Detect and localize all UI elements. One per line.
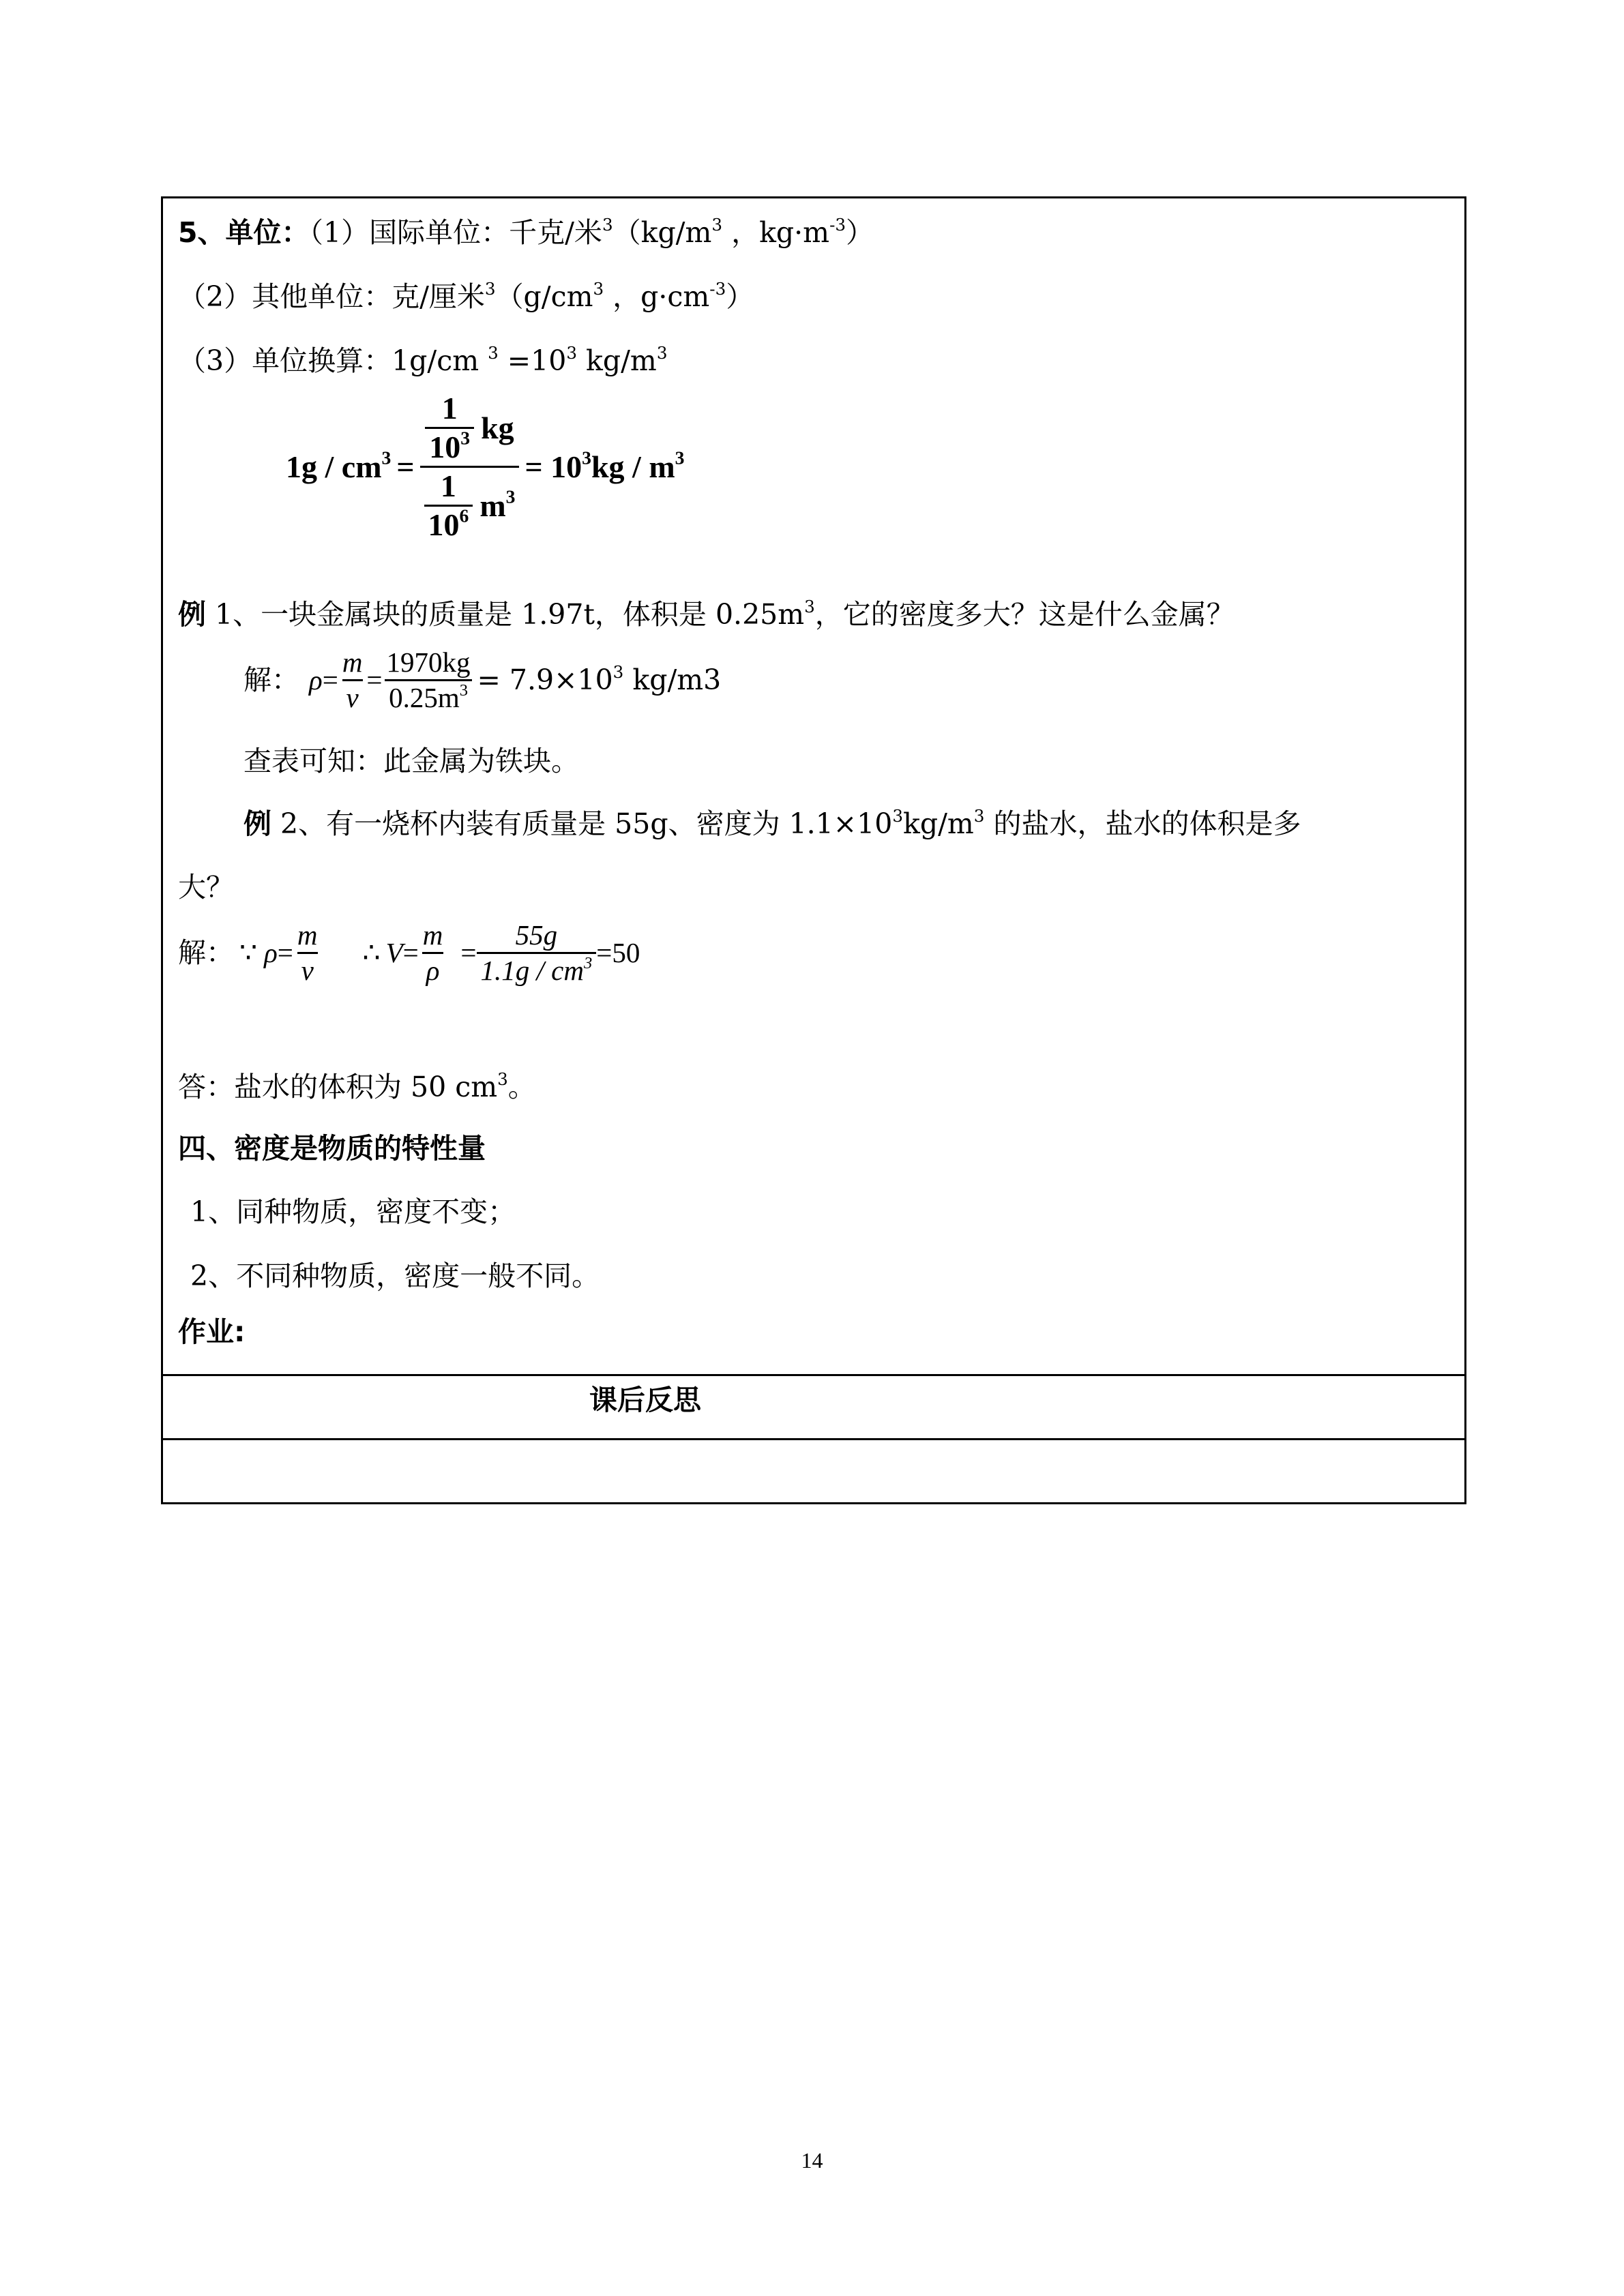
homework-label: 作业: bbox=[178, 1315, 246, 1348]
unit-si-line: 5、单位：（1）国际单位：千克/米$^3(kg/m^3$ ，$kg\cdot m^{-3}$） bbox=[178, 214, 874, 249]
section4-item-2: 2、不同种物质，密度一般不同。 bbox=[190, 1259, 600, 1292]
example2-label: 例 bbox=[243, 807, 271, 840]
example1-question: 例 1、一块金属块的质量是 1.97t，体积是 $0.25m^3$，它的密度多大？这是什么金属？ bbox=[178, 596, 1235, 631]
unit-other-line: （2）其他单位：克/厘米$^3(g/cm^3$ ，$g\cdot cm^{-3}$） bbox=[178, 278, 754, 313]
example1-solution: 解： ρ = $\frac{m}{v}$ = $\frac{1970kg}{0.25m^3}$ = $7.9\times 10^3$ kg/m3 bbox=[243, 646, 722, 713]
unit-other-text: （2）其他单位：克/厘米 bbox=[178, 280, 485, 313]
section4-item-1: 1、同种物质，密度不变； bbox=[190, 1195, 516, 1228]
example2-answer: 答：盐水的体积为 50 $cm^3$。 bbox=[178, 1069, 536, 1103]
example1-label: 例 bbox=[178, 598, 206, 631]
unit-conversion-line: （3）单位换算：1g/cm $^3 =10^3$ $kg/m^3$ bbox=[178, 342, 668, 377]
conversion-formula: $1g / cm^3$ = $\frac{1}{10^3}$ kg $\frac{1}{10^6}$ $m^3$ = $10^3kg / m^3$ bbox=[286, 391, 685, 542]
example1-conclusion: 查表可知：此金属为铁块。 bbox=[243, 745, 579, 777]
unit-heading: 5、单位： bbox=[178, 216, 310, 249]
unit-si-text: （1）国际单位：千克/米 bbox=[309, 216, 602, 249]
row-divider bbox=[163, 1374, 1464, 1376]
example2-solution: 解： ∵ ρ = $\frac{m}{v}$ ∴ V = $\frac{m}{\rho}$ = $\frac{55g}{1.1g / cm^3}$ =50 bbox=[178, 919, 640, 986]
example2-question: 例 2、有一烧杯内装有质量是 55g、密度为 $1.1\times 10^3kg/m^3$ 的盐水，盐水的体积是多 bbox=[243, 805, 1301, 840]
reflection-title: 课后反思 bbox=[589, 1384, 701, 1416]
lesson-table bbox=[161, 196, 1466, 1504]
section4-heading: 四、密度是物质的特性量 bbox=[178, 1132, 486, 1165]
row-divider bbox=[163, 1438, 1464, 1440]
formula-lhs: $1g / cm^3$ bbox=[286, 447, 392, 484]
formula-fraction: $\frac{1}{10^3}$ kg $\frac{1}{10^6}$ $m^3$ bbox=[420, 393, 520, 541]
example2-question-wrap: 大？ bbox=[178, 871, 234, 904]
unit-conv-text: （3）单位换算：1g/cm bbox=[178, 344, 488, 377]
page-number: 14 bbox=[801, 2148, 823, 2173]
